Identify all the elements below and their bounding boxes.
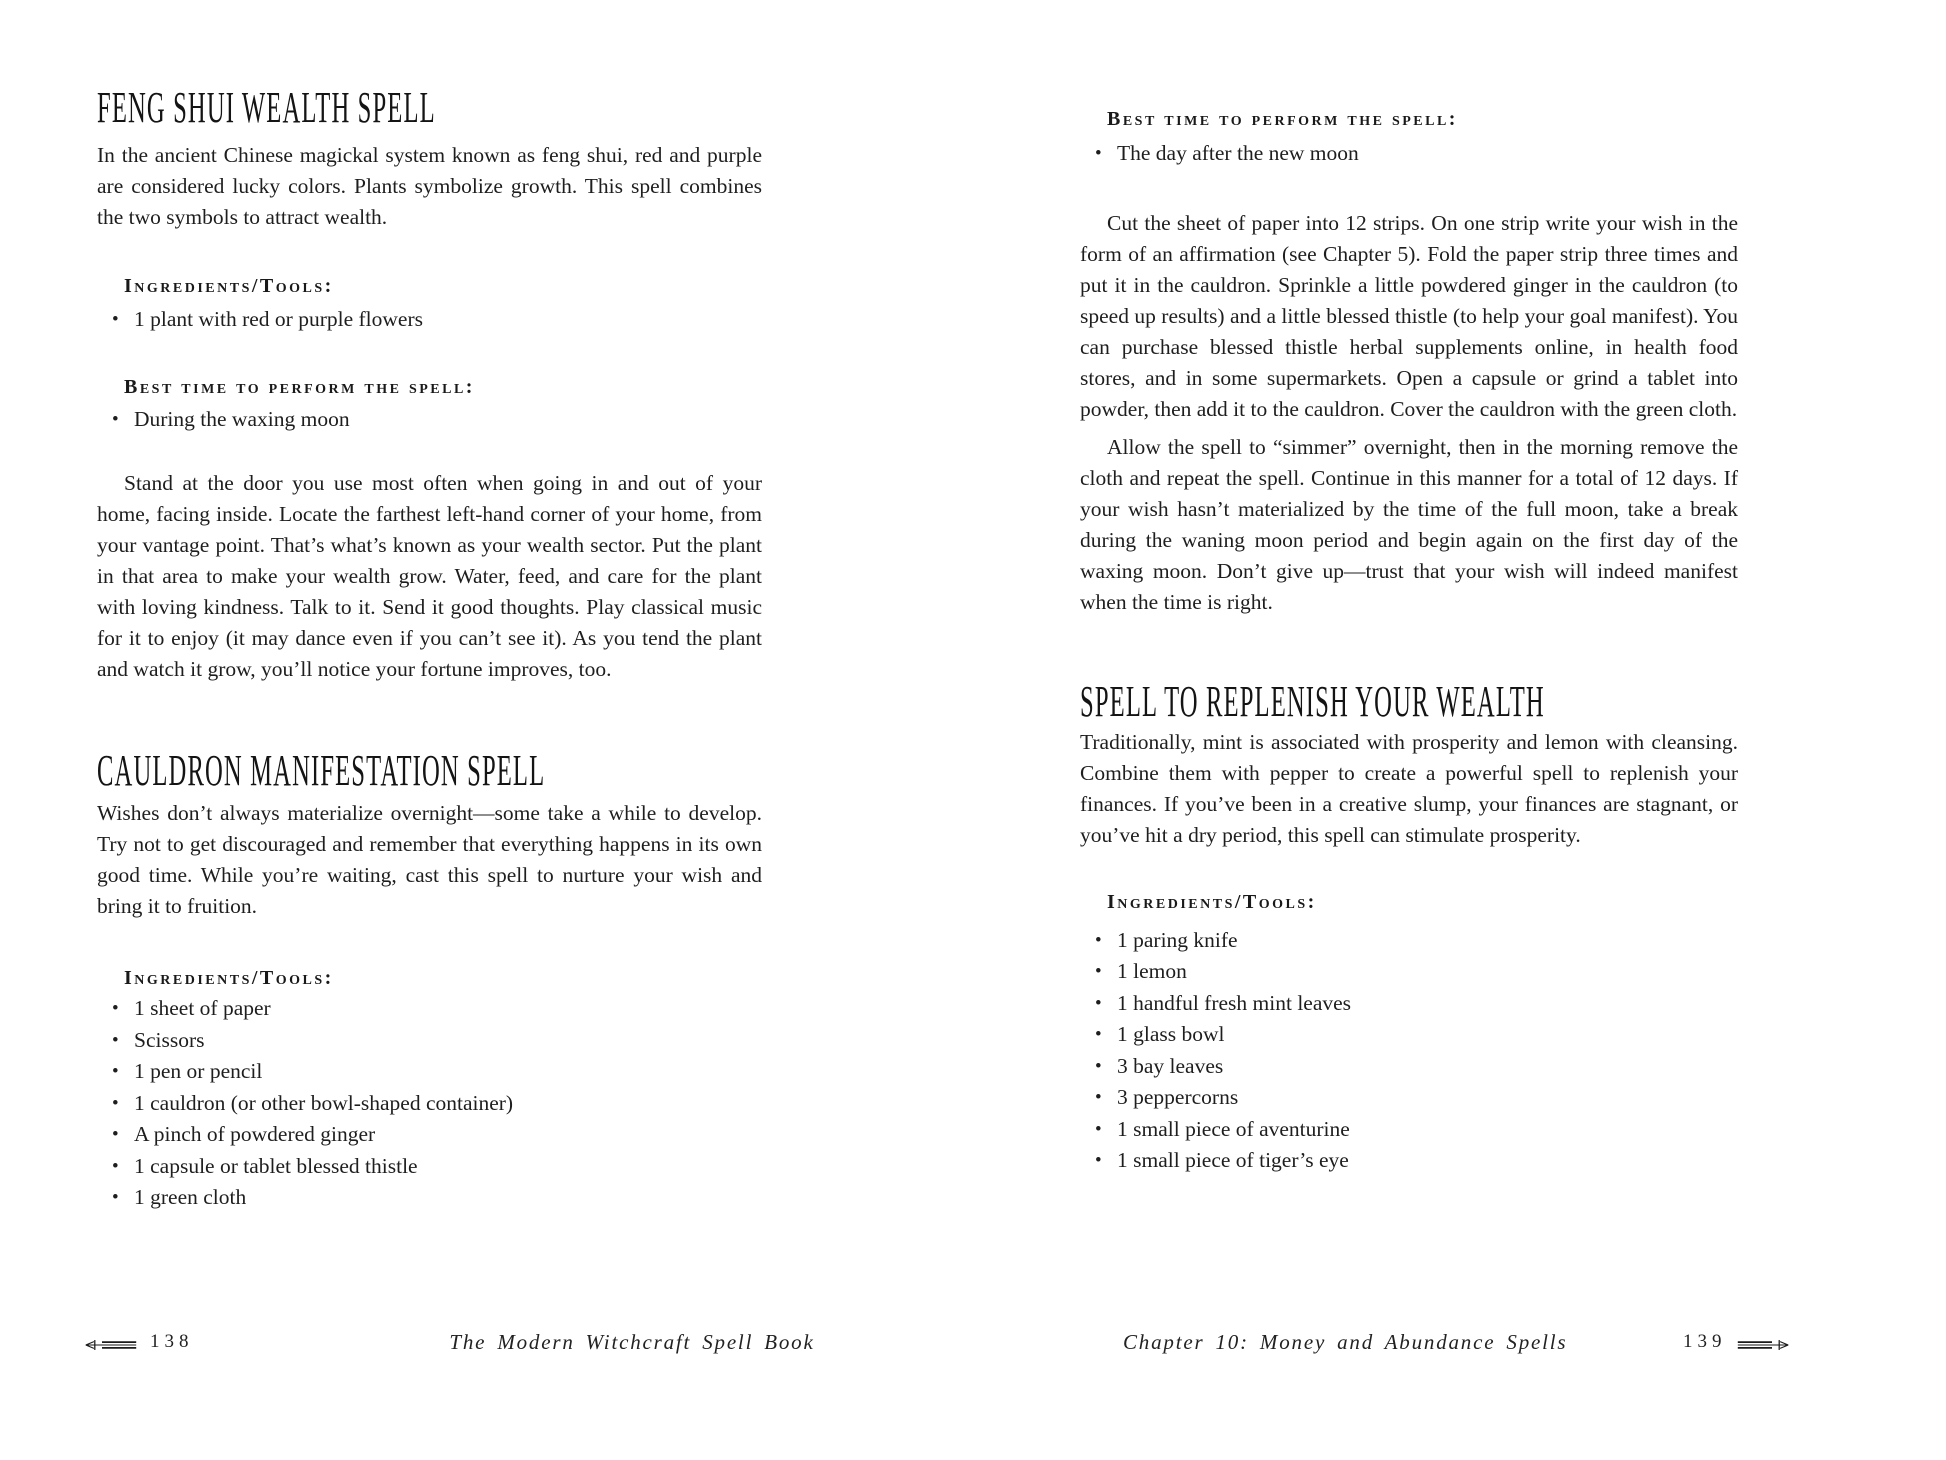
spell-cauldron-continued (1080, 106, 1738, 618)
spell-instructions-paragraph-2: Allow the spell to “simmer” overnight, then in the morning remove the cloth and repeat the spell. Continue in this manner for a total of 12 days. If your wish hasn’t materialized by the time of the full moon, take a break during the waning moon period and begin again on the first day of the waxing moon. Don’t give up—trust that your wish will indeed manifest when the time is right. (1080, 434, 1738, 614)
list-item: • 1 lemon (1117, 956, 1738, 988)
spell-title-text: SPELL TO REPLENISH YOUR WEALTH (1080, 676, 1545, 726)
spell-intro: Wishes don’t always materialize overnight—some take a while to develop. Try not to get discouraged and remember that everything happens in its own good time. While you’re waiting, cast this spell to nurture your wish and bring it to fruition. (97, 801, 762, 918)
list-item: • 1 sheet of paper (134, 993, 762, 1025)
list-item: • Scissors (134, 1025, 762, 1057)
list-item: • 1 small piece of aventurine (1117, 1114, 1738, 1146)
ingredients-list (1080, 925, 1738, 1177)
spell-intro: Traditionally, mint is associated with prosperity and lemon with cleansing. Combine them with pepper to create a powerful spell to replenish your finances. If you’ve been in a creative slump, your finances are stagnant, or you’ve hit a dry period, this spell can stimulate prosperity. (1080, 729, 1738, 847)
list-item: • 1 paring knife (1117, 925, 1738, 957)
best-time-list (97, 404, 762, 436)
ingredients-label: Ingredients/Tools: (124, 275, 334, 297)
spell-feng-shui-wealth (97, 83, 762, 685)
list-item: • 3 bay leaves (1117, 1051, 1738, 1083)
ingredients-label: Ingredients/Tools: (124, 967, 334, 989)
arrow-fleuron-left-icon (84, 1338, 138, 1352)
chapter-title-runner: Chapter 10: Money and Abundance Spells (1123, 1330, 1568, 1354)
arrow-fleuron-right-icon (1736, 1338, 1790, 1352)
spell-intro: In the ancient Chinese magickal system known as feng shui, red and purple are considered lucky colors. Plants symbolize growth. This spell combines the two symbols to attract wealth. (97, 143, 762, 229)
best-time-label: Best time to perform the spell: (124, 375, 475, 398)
list-item: • 1 plant with red or purple flowers (134, 304, 762, 336)
list-item: • 1 pen or pencil (134, 1056, 762, 1088)
ingredients-label: Ingredients/Tools: (1107, 890, 1317, 913)
spell-cauldron-manifestation (97, 746, 762, 1214)
list-item: • A pinch of powdered ginger (134, 1119, 762, 1151)
list-item: • During the waxing moon (134, 404, 762, 436)
right-page-number: 139 (1683, 1331, 1727, 1352)
spell-instructions-paragraph-1: Cut the sheet of paper into 12 strips. On one strip write your wish in the form of an affirmation (see Chapter 5). Fold the paper strip three times and put it in the cauldron. Sprinkle a little powdered ginger in the cauldron (to speed up results) and a little blessed thistle (to help your goal manifest). You can purchase blessed thistle herbal supplements online, in health food stores, and in some supermarkets. Open a capsule or grind a tablet into powder, then add it to the cauldron. Cover the cauldron with the green cloth. (1080, 210, 1738, 421)
list-item: • 1 small piece of tiger’s eye (1117, 1145, 1738, 1177)
best-time-list (1080, 138, 1738, 170)
list-item: • The day after the new moon (1117, 138, 1738, 170)
list-item: • 1 cauldron (or other bowl-shaped container) (134, 1088, 762, 1120)
spell-instructions: Stand at the door you use most often when going in and out of your home, facing inside. Locate the farthest left-hand corner of your home, from your vantage point. That’s what’s known as your wealth sector. Put the plant in that area to make your wealth grow. Water, feed, and care for the plant with loving kindness. Talk to it. Send it good thoughts. Play classical music for it to enjoy (it may dance even if you can’t see it). As you tend the plant and watch it grow, you’ll notice your fortune improves, too. (97, 471, 762, 681)
ingredients-list (97, 993, 762, 1214)
spell-title-text: CAULDRON MANIFESTATION SPELL (97, 746, 546, 795)
list-item: • 3 peppercorns (1117, 1082, 1738, 1114)
list-item: • 1 handful fresh mint leaves (1117, 988, 1738, 1020)
best-time-label: Best time to perform the spell: (1107, 108, 1458, 130)
right-page (1080, 0, 1738, 1177)
spell-title-text: FENG SHUI WEALTH SPELL (97, 83, 436, 132)
list-item: • 1 glass bowl (1117, 1019, 1738, 1051)
ingredients-list (97, 304, 762, 336)
left-page-number: 138 (150, 1331, 194, 1352)
list-item: • 1 green cloth (134, 1182, 762, 1214)
spell-replenish-wealth (1080, 676, 1738, 1177)
book-title-runner: The Modern Witchcraft Spell Book (449, 1330, 815, 1354)
left-page (97, 0, 762, 1214)
spell-title-cauldron (97, 746, 762, 795)
list-item: • 1 capsule or tablet blessed thistle (134, 1151, 762, 1183)
spell-title-replenish (1080, 676, 1738, 726)
spell-title-feng-shui (97, 83, 762, 132)
